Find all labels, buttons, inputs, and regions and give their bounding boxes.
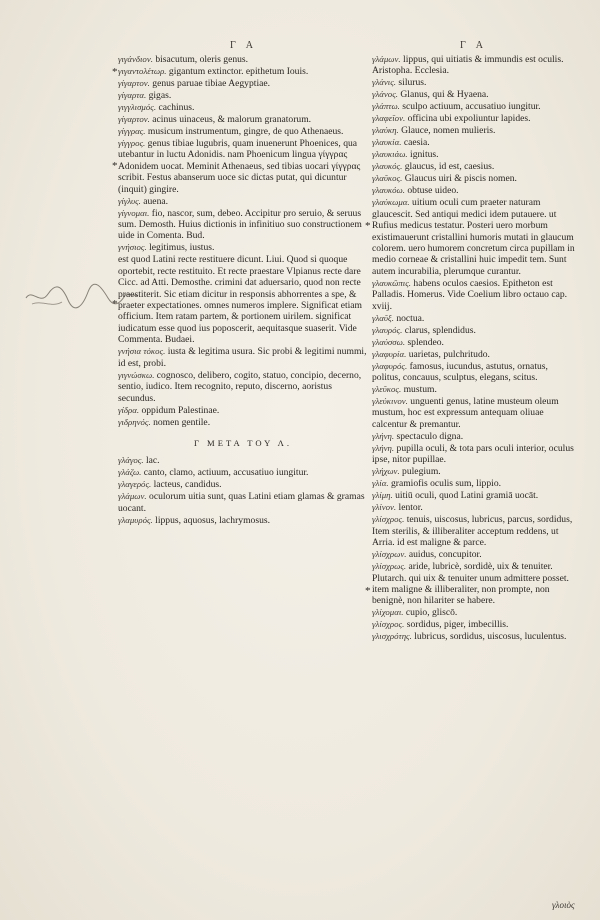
- latin-definition: canto, clamo, actiuum, accusatiuo iungitur.: [143, 467, 309, 479]
- greek-headword: γίγνομαι.: [118, 207, 150, 218]
- dictionary-entry: [118, 491, 368, 514]
- greek-headword: γλίμη.: [372, 490, 393, 501]
- dictionary-entry: [372, 278, 578, 312]
- dictionary-entry: [372, 137, 578, 148]
- greek-headword: γλαφυρία.: [372, 348, 407, 359]
- greek-headword: γλαύκωμα.: [372, 197, 410, 208]
- left-column: [118, 54, 368, 527]
- latin-definition: gigas.: [148, 90, 172, 101]
- latin-definition: clarus, splendidus.: [404, 324, 476, 336]
- greek-headword: γλάμων.: [118, 491, 147, 502]
- dictionary-entry: [372, 478, 578, 489]
- greek-headword: γιδρηνός.: [118, 416, 151, 427]
- greek-headword: γλίσχρων.: [372, 549, 407, 560]
- latin-definition: cachinus.: [158, 102, 195, 113]
- greek-headword: γιγάνδιον.: [118, 54, 153, 64]
- dictionary-entry: [118, 196, 368, 207]
- greek-headword: γλεύκινον.: [372, 396, 408, 407]
- latin-definition: lippus, aquosus, lachrymosus.: [155, 514, 271, 526]
- running-head-left: Γ Α: [230, 40, 257, 51]
- latin-definition: tenuis, uiscosus, lubricus, parcus, sordidus, Item sterilis, & illiberaliter acceptum reddens, ut Arria. id est maligne & parce.: [372, 514, 573, 549]
- greek-headword: γλήνη.: [372, 442, 395, 453]
- dictionary-entry: [118, 405, 368, 416]
- dictionary-entry: [118, 370, 368, 404]
- latin-definition: spectaculo digna.: [396, 430, 464, 442]
- latin-definition: nomen gentile.: [153, 416, 211, 428]
- latin-definition: silurus.: [398, 77, 427, 89]
- latin-definition: lubricus, sordidus, uiscosus, luculentus.: [414, 631, 567, 643]
- latin-definition: mustum.: [403, 384, 437, 396]
- greek-headword: γλίσχρος.: [372, 619, 405, 630]
- dictionary-entry: [372, 101, 578, 112]
- latin-definition: sculpo actiuum, accusatiuo iungitur.: [402, 101, 541, 113]
- dictionary-entry: [118, 102, 368, 113]
- greek-headword: γλισχρότης.: [372, 631, 412, 642]
- latin-definition: aride, lubricè, sordidè, uix & tenuiter. Plutarch. qui uix & tenuiter unum admittere posset. item maligne & illiberaliter, non prompte, non benignè, non hilariter se habere.: [372, 561, 569, 607]
- dictionary-entry: [118, 515, 368, 526]
- dictionary-entry: [118, 66, 368, 77]
- latin-definition: pupilla oculi, & tota pars oculi interior, oculus ipse, nitor pupillae.: [372, 442, 574, 466]
- greek-headword: γλάζω.: [118, 467, 142, 478]
- dictionary-entry: [118, 126, 368, 137]
- dictionary-entry: [372, 149, 578, 160]
- latin-definition: uitiū oculi, quod Latini gramiā uocāt.: [395, 490, 539, 502]
- greek-headword: γλαύσσω.: [372, 336, 406, 347]
- greek-headword: γίγλυς.: [118, 195, 141, 206]
- greek-headword: γλαυρός.: [372, 324, 403, 335]
- dictionary-entry: [118, 54, 368, 65]
- dictionary-entry: [372, 113, 578, 124]
- dictionary-entry: [118, 467, 368, 478]
- dictionary-entry: [372, 313, 578, 324]
- running-head-right: Γ Α: [460, 40, 487, 51]
- dictionary-entry: [372, 514, 578, 548]
- latin-definition: bisacutum, oleris genus.: [155, 54, 249, 65]
- dictionary-entry: [372, 337, 578, 348]
- latin-definition: auena.: [143, 195, 169, 207]
- greek-headword: γλήχων.: [372, 466, 400, 477]
- latin-definition: genus tibiae lugubris, quam inuenerunt Phoenices, qua utebantur in luctu Adonidis. nam Phoenicum lingua γίγγρας Adonidem uocat. Meminit Athenaeus, sed tibias uocari γίγγρας scribit. Festus abanserum uoce sic dictas putat, qui dicuntur (inquit) gingire.: [118, 138, 361, 195]
- greek-headword: γλίχομαι.: [372, 607, 404, 618]
- latin-definition: cupio, gliscō.: [405, 607, 458, 619]
- latin-definition: famosus, iucundus, astutus, ornatus, politus, concauus, sculptus, elegans, scitus.: [372, 360, 548, 384]
- dictionary-entry: [372, 549, 578, 560]
- latin-definition: lentor.: [398, 502, 423, 514]
- latin-definition: auidus, concupitor.: [408, 549, 482, 561]
- greek-headword: γίδρα.: [118, 404, 140, 415]
- dictionary-entry: [372, 173, 578, 184]
- dictionary-entry: [118, 479, 368, 490]
- dictionary-entry: [118, 114, 368, 125]
- greek-headword: γλίσχρως.: [372, 561, 407, 572]
- latin-definition: caesia.: [403, 137, 430, 149]
- latin-definition: habens oculos caesios. Epitheton est Palladis. Homerus. Vide Coelium libro octauo cap. xviij.: [372, 277, 568, 312]
- dictionary-entry: [372, 54, 578, 77]
- greek-headword: γίγγρας.: [118, 126, 146, 136]
- dictionary-entry: [372, 197, 578, 277]
- dictionary-entry: [372, 431, 578, 442]
- dictionary-entry: [372, 325, 578, 336]
- greek-headword: γλάνος.: [372, 89, 398, 100]
- greek-headword: γλεῦκος.: [372, 384, 402, 395]
- greek-headword: γλήνη.: [372, 430, 395, 441]
- greek-headword: γλάνις.: [372, 77, 397, 88]
- greek-headword: γλαῦκος.: [372, 173, 403, 184]
- dictionary-entry: [118, 346, 368, 369]
- dictionary-entry: [118, 242, 368, 253]
- latin-definition: legitimus, iustus.: [149, 242, 215, 254]
- dictionary-entry: [372, 396, 578, 430]
- dictionary-entry: [118, 455, 368, 466]
- latin-definition: uitium oculi cum praeter naturam glaucescit. Sed antiqui medici idem putauere. ut Rufius medicus testatur. Posteri uero morbum existimauerunt cristallini humoris mutati in glaucum colorem. uero humorem concretum circa pupillam in medio corneae & cristallini huic impedit tem. Sunt autem incurabilia, plerumque curantur.: [372, 197, 575, 277]
- greek-headword: γιγνώσκω.: [118, 369, 155, 380]
- latin-definition: iusta & legitima usura. Sic probi & legitimi nummi, id est, probi.: [118, 346, 367, 369]
- asterisk-marker: *: [365, 220, 371, 232]
- greek-headword: γλία.: [372, 478, 389, 489]
- latin-definition: Glaucus uiri & piscis nomen.: [404, 173, 517, 185]
- greek-headword: γλαυκός.: [372, 161, 403, 172]
- greek-headword: γίγαρτον.: [118, 78, 150, 88]
- dictionary-entry: [372, 384, 578, 395]
- greek-headword: γλάπτω.: [372, 101, 400, 112]
- entries-after-list: [118, 455, 368, 526]
- dictionary-entry: [372, 502, 578, 513]
- latin-definition: officina ubi expoliuntur lapides.: [407, 113, 531, 125]
- greek-headword: γλαγερός.: [118, 479, 152, 490]
- dictionary-entry: [118, 254, 368, 345]
- latin-definition: oppidum Palestinae.: [141, 404, 220, 416]
- greek-headword: γλάγος.: [118, 455, 144, 466]
- latin-definition: est quod Latini recte restituere dicunt. Liui. Quod si quoque oportebit, recte restituito. Et recte praestare Vlpianus recte dare Cicc. ad Atti. Demosthe. crimini dat aduersario, quod non recte praestiterit. Sic etiam dicitur in responsis abhorrentes a spe, & praeter expectationes. omnes numeros implere. Significat etiam officium. Item ratam partem, & portionem uirilem. significat iudicatum esse quod ius poposcerit, aequitasque suaserit. Vide Commenta. Budaei.: [118, 254, 363, 346]
- greek-headword: γλαφυρός.: [372, 360, 408, 371]
- greek-headword: γλαυκιάω.: [372, 149, 408, 160]
- latin-definition: pulegium.: [402, 466, 441, 478]
- dictionary-entry: [372, 607, 578, 618]
- latin-definition: fio, nascor, sum, debeo. Accipitur pro seruio, & seruus sum. Demosth. Huius dictionis in infinitiuo suo constructionem uide in Comenta. Bud.: [118, 207, 362, 242]
- latin-definition: unguenti genus, latine musteum oleum mustum, hoc est expressum antequam oliuae calcentur & premantur.: [372, 396, 559, 430]
- dictionary-entry: [372, 561, 578, 607]
- latin-definition: sordidus, piger, imbecillis.: [406, 619, 509, 631]
- latin-definition: uarietas, pulchritudo.: [408, 348, 490, 360]
- latin-definition: Glanus, qui & Hyaena.: [400, 89, 489, 101]
- asterisk-marker: *: [365, 585, 371, 597]
- greek-headword: γλάμων.: [372, 54, 401, 64]
- asterisk-marker: *: [112, 66, 118, 78]
- dictionary-entry: [372, 89, 578, 100]
- greek-headword: γλαφεῖον.: [372, 113, 406, 124]
- latin-definition: splendeo.: [407, 336, 444, 348]
- dictionary-entry: [118, 138, 368, 195]
- greek-headword: γλαύκη.: [372, 125, 399, 136]
- greek-headword: γίγαρτα.: [118, 90, 147, 100]
- greek-headword: γνήσια τόκος.: [118, 346, 166, 357]
- greek-headword: γνήσιος.: [118, 242, 147, 253]
- latin-definition: ignitus.: [410, 149, 439, 161]
- latin-definition: musicum instrumentum, gingre, de quo Athenaeus.: [147, 126, 344, 137]
- greek-headword: γίγαρτον.: [118, 114, 150, 124]
- greek-headword: γιγγλισμός.: [118, 102, 157, 112]
- latin-definition: noctua.: [396, 312, 425, 324]
- dictionary-entry: [118, 78, 368, 89]
- greek-headword: γλαμυρός.: [118, 514, 153, 525]
- dictionary-entry: [372, 631, 578, 642]
- catchword: γλοιὸς: [552, 900, 575, 910]
- dictionary-entry: [118, 90, 368, 101]
- dictionary-entry: [372, 466, 578, 477]
- dictionary-entry: [372, 349, 578, 360]
- dictionary-entry: [372, 77, 578, 88]
- right-column: [372, 54, 578, 643]
- greek-headword: γλαυκῶπις.: [372, 277, 411, 288]
- dictionary-entry: [372, 361, 578, 384]
- right-entries-list: [372, 54, 578, 643]
- latin-definition: lac.: [145, 455, 160, 467]
- dictionary-entry: [372, 185, 578, 196]
- latin-definition: Glauce, nomen mulieris.: [401, 125, 496, 137]
- dictionary-entry: [372, 161, 578, 172]
- greek-headword: γίγγρος.: [118, 138, 146, 148]
- latin-definition: lacteus, candidus.: [153, 479, 222, 491]
- latin-definition: gramiofis oculis sum, lippio.: [390, 478, 502, 490]
- dictionary-entry: [372, 490, 578, 501]
- greek-headword: γλαυκόω.: [372, 185, 405, 196]
- latin-definition: oculorum uitia sunt, quas Latini etiam glamas & gramas uocant.: [118, 491, 365, 514]
- entries-before-list: [118, 54, 368, 428]
- latin-definition: lippus, qui uitiatis & immundis est oculis. Aristopha. Ecclesia.: [372, 54, 564, 77]
- dictionary-entry: [118, 417, 368, 428]
- dictionary-entry: [118, 208, 368, 242]
- latin-definition: acinus uinaceus, & malorum granatorum.: [152, 114, 312, 125]
- latin-definition: cognosco, delibero, cogito, statuo, concipio, decerno, sentio, iudico. Item recognito, reputo, discerno, aoristus secundus.: [118, 369, 362, 404]
- dictionary-entry: [372, 619, 578, 630]
- greek-headword: γλίνον.: [372, 502, 397, 513]
- asterisk-marker: *: [112, 160, 118, 172]
- latin-definition: obtuse uideo.: [407, 185, 459, 197]
- greek-headword: γλαυκία.: [372, 137, 402, 148]
- latin-definition: genus paruae tibiae Aegyptiae.: [152, 78, 271, 89]
- greek-headword: γλίσχρος.: [372, 514, 405, 525]
- greek-headword: γλαῦξ.: [372, 312, 394, 323]
- dictionary-entry: [372, 443, 578, 466]
- dictionary-entry: [372, 125, 578, 136]
- latin-definition: glaucus, id est, caesius.: [404, 161, 495, 173]
- greek-headword: γιγαντολέτωρ.: [118, 66, 167, 76]
- asterisk-marker: *: [112, 298, 118, 310]
- section-heading: Γ ΜΕΤΑ ΤΟΥ Λ.: [193, 437, 293, 448]
- latin-definition: gigantum extinctor. epithetum Iouis.: [168, 66, 309, 77]
